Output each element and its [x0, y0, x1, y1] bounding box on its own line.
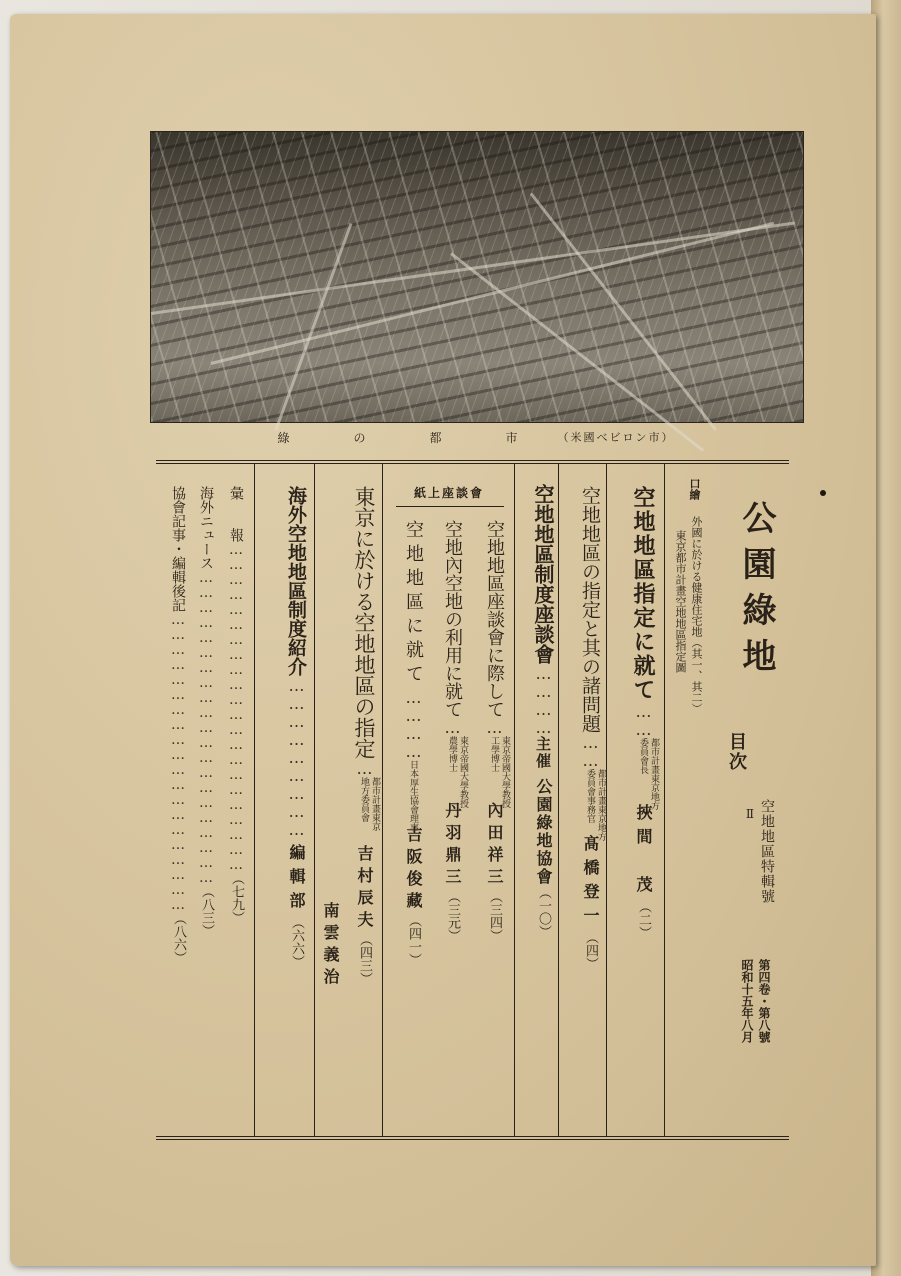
misc-entry-2-title: 海外ニュース — [198, 486, 214, 570]
toc-entry-overseas[interactable] — [260, 486, 310, 1126]
entry-1-title: 空地地區指定に就て — [630, 486, 656, 702]
toc-entry-3[interactable] — [518, 484, 558, 1124]
toc-entry-tokyo[interactable] — [344, 486, 380, 1126]
entry-1-author: 挾間 茂 — [634, 804, 653, 900]
frontispiece-label: 口繪 — [688, 478, 701, 500]
issue-info-column — [733, 959, 773, 1129]
panel-entry-2-title: 空地內空地の利用に就て — [442, 520, 463, 718]
overseas-entry-title: 海外空地地區制度紹介 — [285, 486, 307, 676]
misc-entry-1-title: 彙 報 — [228, 486, 244, 542]
panel-entry-1-title: 空地地區座談會に際して — [484, 520, 505, 718]
panel-entry-1-affiliation: 東京帝國大學教授 工學博士 — [489, 736, 510, 808]
tokyo-entry-title: 東京に於ける空地地區の指定 — [352, 486, 376, 759]
panel-entry-2-affiliation: 東京帝國大學教授 農學博士 — [447, 736, 468, 808]
leader-dots: ……………………… — [287, 676, 306, 838]
leader-dots: … — [443, 718, 462, 736]
leader-dots: … — [485, 718, 504, 736]
contents-heading: 目次 — [726, 732, 747, 772]
leader-dots: ………… — [534, 664, 553, 736]
entry-2-title: 空地地區の指定と其の諸問題 — [579, 486, 601, 733]
column-rule — [254, 464, 255, 1136]
panel-heading: 紙上座談會 — [413, 486, 484, 500]
special-issue-label: 空地地區特輯號 — [759, 799, 775, 904]
column-rule — [382, 464, 383, 1136]
panel-entry-3-affiliation: 日本厚生協會理事 — [408, 760, 418, 832]
misc-entry-3-page: （八六） — [171, 912, 186, 964]
overseas-entry-author: 編輯部 — [287, 844, 306, 916]
entry-1-page: （二） — [636, 900, 651, 939]
leader-dots: …………………………………………………… — [170, 612, 186, 912]
photo-caption — [150, 426, 802, 448]
frontispiece-item-2: 東京都市計畫空地地區指定圖 — [674, 530, 687, 673]
entry-2-author: 髙橋登一 — [581, 835, 600, 931]
issue-separator: Ⅱ — [743, 807, 757, 821]
caption-subtitle: （米國べビロン市） — [557, 431, 675, 444]
panel-entry-3-page: （四一） — [406, 914, 421, 966]
panel-entry-2-author: 丹羽鼎三 — [443, 802, 462, 890]
issue-date: 昭和十五年八月 — [740, 959, 754, 1043]
frontispiece-items — [666, 516, 704, 816]
tokyo-entry-page: （四三） — [357, 933, 372, 985]
table-of-contents — [156, 460, 789, 1140]
caption-title: 綠 の 都 市 — [277, 430, 544, 445]
panel-entry-1-author: 內田祥三 — [485, 802, 504, 890]
misc-entry-1-page: （七九） — [229, 872, 244, 924]
column-rule — [514, 464, 515, 1136]
tokyo-entry-second-author-col — [316, 902, 342, 1102]
issue-volume: 第四卷・第八號 — [757, 959, 771, 1043]
frontispiece-item-1: 外國に於ける健康住宅地（其一、其二） — [690, 516, 703, 714]
misc-entry-3-title: 協會記事・編輯後記 — [170, 486, 186, 612]
panel-entry-3-author: 吉阪俊藏 — [404, 826, 423, 914]
misc-entry-1[interactable] — [216, 486, 246, 1126]
leader-dots: … — [355, 759, 374, 777]
entry-3-title: 空地地區制度座談會 — [531, 484, 555, 664]
panel-entry-2[interactable] — [428, 520, 468, 1120]
entry-3-page: （一〇） — [536, 886, 551, 938]
toc-entry-1[interactable] — [611, 486, 659, 1126]
overseas-entry-page: （六六） — [289, 916, 304, 968]
entry-2-affiliation: 都市計畫東京地方 委員會事務官 — [585, 769, 606, 841]
column-rule — [606, 464, 607, 1136]
magazine-title: 公園綠地 — [736, 500, 776, 684]
toc-entry-2[interactable] — [562, 486, 606, 1126]
panel-entry-1-page: （三四） — [487, 890, 502, 942]
leader-dots: ………………………………………………………… — [228, 542, 244, 872]
aerial-city-photo — [150, 131, 804, 423]
column-rule — [558, 464, 559, 1136]
tokyo-entry-author-2: 南雲義治 — [321, 902, 340, 990]
leader-dots: ………… — [404, 688, 423, 760]
misc-entry-2-page: （八三） — [199, 885, 214, 937]
tokyo-entry-author-1: 吉村辰夫 — [355, 845, 374, 933]
ink-dot — [820, 490, 826, 496]
panel-heading-rule — [396, 506, 504, 507]
tokyo-entry-affiliation: 都市計畫東京 地方委員會 — [359, 777, 380, 831]
panel-entry-3-title: 空地地區に就て — [403, 520, 424, 688]
misc-entry-2[interactable] — [188, 486, 216, 1126]
misc-entry-3[interactable] — [160, 486, 188, 1126]
leader-dots: ……………………………………………………… — [198, 570, 214, 885]
leader-dots: …… — [634, 702, 653, 738]
entry-1-affiliation: 都市計畫東京地方 委員會長 — [638, 738, 659, 810]
column-rule — [314, 464, 315, 1136]
panel-entry-1[interactable] — [470, 520, 510, 1120]
entry-3-organizer-label: 主催 — [534, 736, 552, 770]
entry-2-page: （四） — [583, 931, 598, 970]
entry-3-author: 公園綠地協會 — [534, 778, 553, 886]
column-rule — [664, 464, 665, 1136]
panel-entry-3[interactable] — [386, 520, 426, 1120]
leader-dots: …… — [581, 733, 600, 769]
panel-entry-2-page: （三元） — [445, 890, 460, 942]
